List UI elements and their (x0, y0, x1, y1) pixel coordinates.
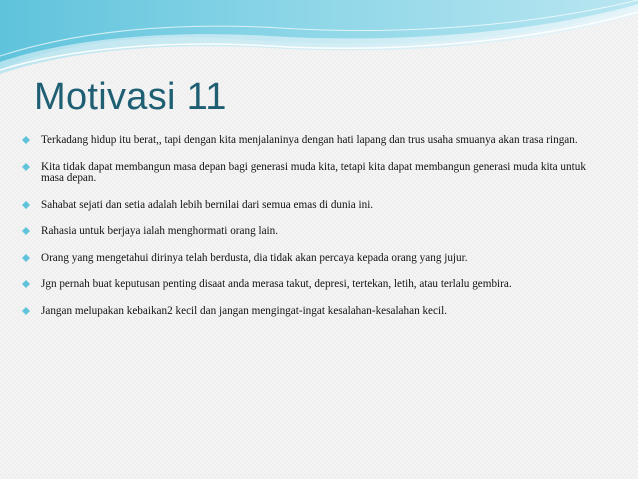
bullet-text: Jangan melupakan kebaikan2 kecil dan jangan mengingat-ingat kesalahan-kesalahan kecil. (41, 304, 448, 317)
header-wave-decoration (0, 0, 638, 80)
list-item (22, 226, 602, 238)
diamond-bullet-icon (22, 163, 30, 171)
list-item (22, 200, 602, 212)
slide-title: Motivasi 11 (34, 76, 227, 118)
diamond-bullet-icon (22, 201, 30, 209)
diamond-bullet-icon (22, 280, 30, 288)
bullet-text: Terkadang hidup itu berat,, tapi dengan kita menjalaninya dengan hati lapang dan trus usaha smuanya akan trasa ringan. (41, 134, 578, 146)
list-item (22, 306, 602, 318)
list-item (22, 162, 602, 185)
diamond-bullet-icon (22, 227, 30, 235)
bullet-text: Rahasia untuk berjaya ialah menghormati orang lain. (41, 225, 279, 237)
bullet-text: Orang yang mengetahui dirinya telah berdusta, dia tidak akan percaya kepada orang yang jujur. (41, 251, 468, 264)
bullet-list (22, 135, 602, 332)
list-item (22, 279, 602, 291)
bullet-text: Kita tidak dapat membangun masa depan bagi generasi muda kita, tetapi kita dapat membangun generasi muda kita untuk masa depan. (41, 160, 586, 184)
list-item (22, 253, 602, 265)
diamond-bullet-icon (22, 307, 30, 315)
bullet-text: Sahabat sejati dan setia adalah lebih bernilai dari semua emas di dunia ini. (41, 198, 374, 211)
diamond-bullet-icon (22, 136, 30, 144)
list-item (22, 135, 602, 147)
diamond-bullet-icon (22, 254, 30, 262)
bullet-text: Jgn pernah buat keputusan penting disaat anda merasa takut, depresi, tertekan, letih, atau terlalu gembira. (41, 278, 512, 290)
